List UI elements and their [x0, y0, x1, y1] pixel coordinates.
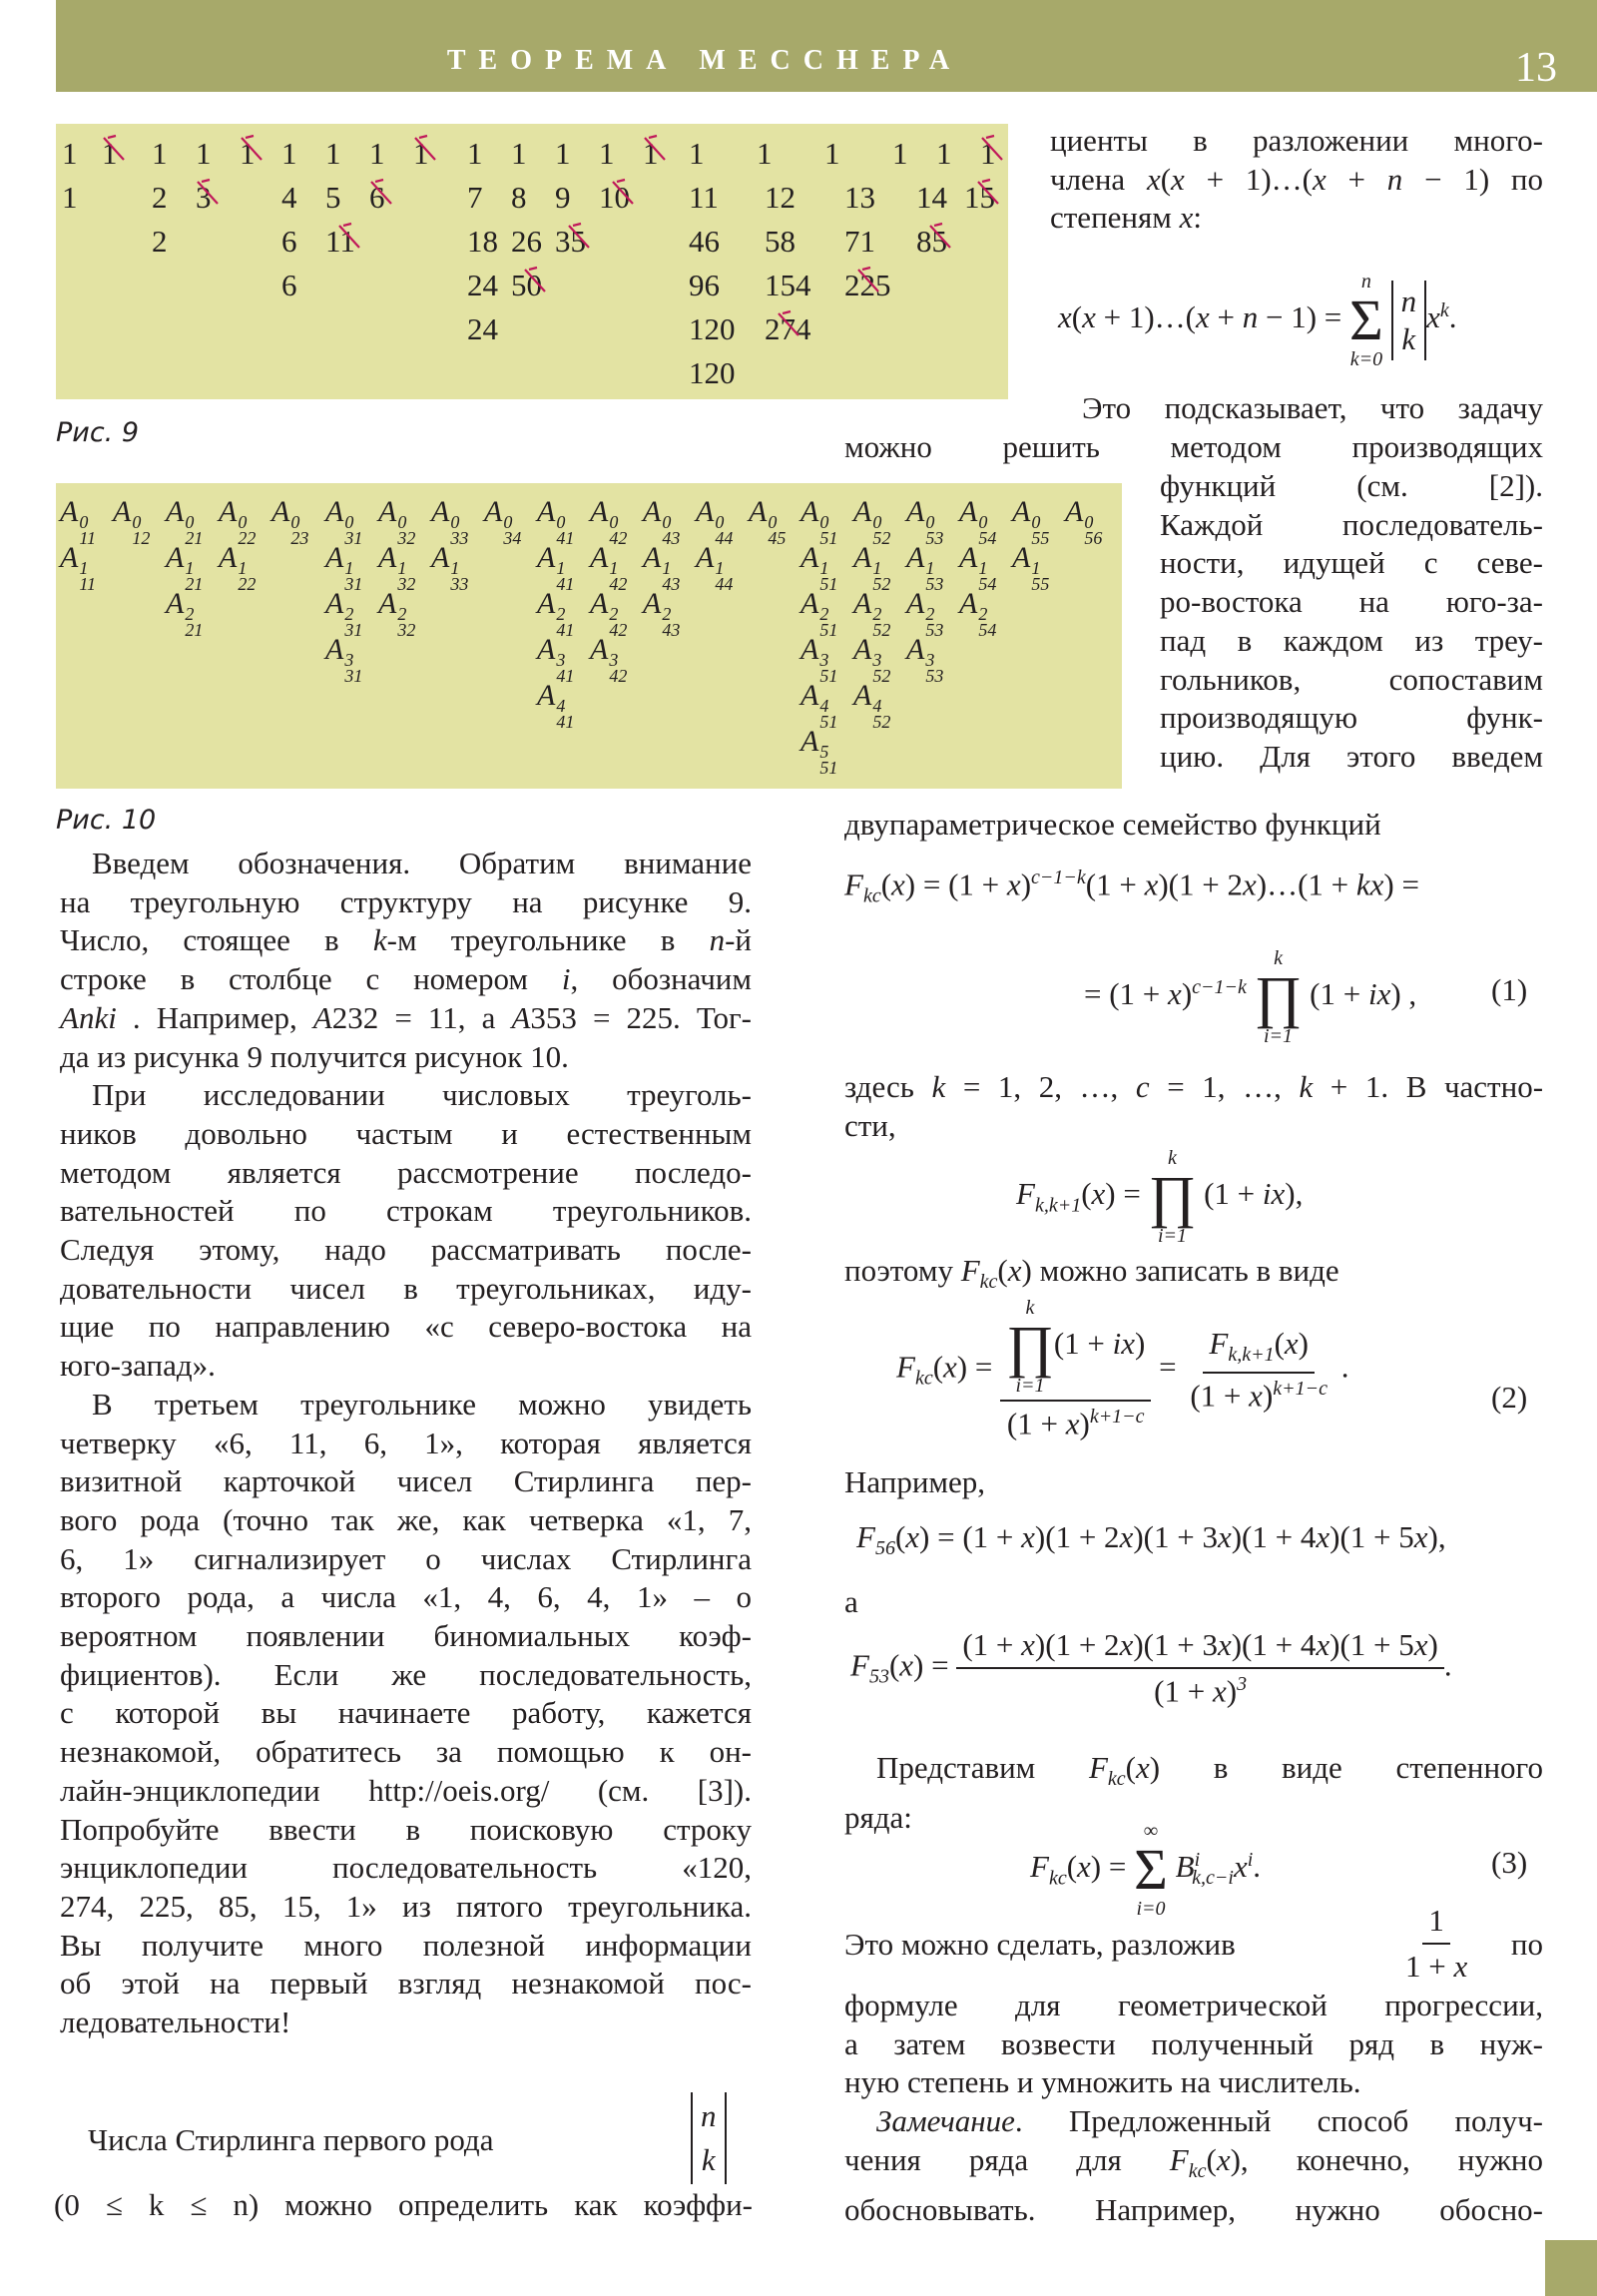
strikethrough-mark: [369, 178, 395, 208]
stirling-number: 1: [196, 136, 212, 171]
running-header: [56, 0, 1597, 92]
a-index-entry: A 1 42: [590, 541, 628, 594]
text-line: гольников, сопоставим: [1160, 661, 1543, 697]
text-line: Попробуйте ввести в поисковую строку: [60, 1811, 752, 1847]
figure-9-caption: Рис. 9: [56, 417, 140, 448]
text-line: степеням x:: [1050, 200, 1203, 236]
text-line: методом является рассмотрение последо-: [60, 1154, 752, 1190]
strikethrough-mark: [611, 178, 637, 208]
stirling-number: 154: [765, 268, 811, 302]
a-index-entry: A 1 55: [1012, 541, 1050, 594]
a-index-entry: A 2 32: [378, 587, 416, 640]
a-index-entry: A 5 51: [800, 725, 838, 778]
text-line: лайн-энциклопедии http://oeis.org/ (см. [3]).: [60, 1772, 752, 1808]
stirling-number: 1: [689, 136, 705, 171]
a-index-entry: A 1 21: [166, 541, 204, 594]
text-line: 6, 1» сигнализирует о числах Стирлинга: [60, 1540, 752, 1576]
text-line: здесь k = 1, 2, …, c = 1, …, k + 1. В частно-: [844, 1069, 1544, 1104]
text-line: чения ряда для $F_{kc}(x)$, конечно, нужно: [844, 2141, 1543, 2182]
text-line: на треугольную структуру на рисунке 9.: [60, 883, 752, 919]
a-index-entry: A 1 22: [219, 541, 257, 594]
stirling-number: 1: [281, 136, 297, 171]
a-index-entry: A 1 33: [431, 541, 469, 594]
text-line: об этой на первый взгляд незнакомой пос-: [60, 1966, 752, 2002]
stirling-number: 225: [844, 268, 891, 302]
figure-10-caption: Рис. 10: [56, 805, 157, 836]
stirling-number: 13: [844, 180, 875, 215]
formula-fkc-fraction: $F_{kc}(x)$ = k ∏ i=1 (1 + ix) $(1 + x)^{k+1-c}$ = $\frac{F_{k,k+1}(x)}{(1 + x)^{k+1-c}}$ .: [896, 1297, 1349, 1441]
stirling-number: 5: [325, 180, 341, 215]
strikethrough-mark: [856, 266, 882, 295]
strikethrough-mark: [928, 222, 954, 252]
stirling-number: 1: [152, 136, 168, 171]
text-line: обосновывать. Например, нужно обосно-: [844, 2191, 1543, 2227]
page-number: 13: [1515, 45, 1557, 91]
text-line: Введем обозначения. Обратим внимание: [92, 846, 752, 880]
a-index-entry: A 1 51: [800, 541, 838, 594]
a-index-entry: A 1 41: [537, 541, 575, 594]
a-index-entry: A 4 52: [853, 679, 891, 732]
right-column-top: [1050, 122, 1543, 238]
left-column: [60, 845, 752, 2042]
stirling-number: 4: [281, 180, 297, 215]
text-line: вательностей по строкам треугольников.: [60, 1193, 752, 1229]
strikethrough-mark: [196, 178, 222, 208]
a-index-entry: A 3 52: [853, 633, 891, 686]
text-line: Это можно сделать, разложив: [844, 1927, 1236, 1962]
equation-number-2: (2): [1491, 1380, 1528, 1415]
text-line: ряда:: [844, 1799, 912, 1835]
text-line: формуле для геометрической прогрессии,: [844, 1988, 1543, 2022]
header-title: ТЕОРЕМА МЕССНЕРА: [446, 45, 963, 76]
stirling-number: 8: [511, 180, 527, 215]
stirling-number: 6: [369, 180, 385, 215]
a-index-entry: A 0 43: [643, 495, 681, 548]
stirling-number: 1: [643, 136, 659, 171]
stirling-number: 1: [980, 136, 996, 171]
a-index-entry: A 4 41: [537, 679, 575, 732]
stirling-number: 120: [689, 311, 736, 346]
stirling-number: 1: [62, 136, 78, 171]
formula-series: $F_{kc}(x)$ = ∞ Σ i=0 $B^i_{k,c-i}x^i$.: [1030, 1820, 1262, 1920]
text-line: поэтому $F_{kc}(x)$ можно записать в виде: [844, 1253, 1339, 1294]
stirling-number: 2: [152, 224, 168, 259]
stirling-number: 1: [555, 136, 571, 171]
a-index-entry: A 3 53: [906, 633, 944, 686]
stirling-number: 1: [413, 136, 429, 171]
right-column-family: [844, 806, 1543, 845]
a-index-entry: A 0 56: [1065, 495, 1103, 548]
stirling-number: 46: [689, 224, 720, 259]
a-index-entry: A 1 54: [959, 541, 997, 594]
text-line: вероятном появлении биномиальных коэф-: [60, 1618, 752, 1654]
text-line: производящую функ-: [1160, 700, 1543, 736]
a-index-entry: A 1 43: [643, 541, 681, 594]
stirling-number: 6: [281, 268, 297, 302]
text-line: визитной карточкой чисел Стирлинга пер-: [60, 1463, 752, 1499]
a-index-entry: A 3 41: [537, 633, 575, 686]
stirling-number: 35: [555, 224, 586, 259]
text-line: ности, идущей с севе-: [1160, 545, 1543, 581]
stirling-number: 1: [511, 136, 527, 171]
stirling-number: 58: [765, 224, 796, 259]
text-line: ледовательности!: [60, 2005, 291, 2040]
figure-10-panel: [56, 483, 1122, 789]
a-index-entry: A 1 53: [906, 541, 944, 594]
stirling-number: 18: [467, 224, 498, 259]
a-index-entry: A 1 31: [325, 541, 363, 594]
stirling-number: 120: [689, 355, 736, 390]
a-index-entry: A 2 21: [166, 587, 204, 640]
text-line: двупараметрическое семейство функций: [844, 807, 1381, 842]
a-index-entry: A 0 51: [800, 495, 838, 548]
a-index-entry: A 0 52: [853, 495, 891, 548]
a-index-entry: A 2 42: [590, 587, 628, 640]
stirling-number: 6: [281, 224, 297, 259]
right-column-wide: [844, 428, 1543, 467]
stirling-number: 2: [152, 180, 168, 215]
left-column-last: [54, 2186, 753, 2225]
a-index-entry: A 0 42: [590, 495, 628, 548]
a-index-entry: A 4 51: [800, 679, 838, 732]
formula-f56: $F_{56}(x) = (1 + x)(1 + 2x)(1 + 3x)(1 + 4x)(1 + 5x)$,: [856, 1519, 1446, 1560]
text-line: а затем возвести полученный ряд в нуж-: [844, 2025, 1543, 2061]
text-line: вого рода (точно так же, как четверка «1, 7,: [60, 1501, 752, 1537]
text-line: а: [844, 1584, 858, 1619]
text-line: да из рисунка 9 получится рисунок 10.: [60, 1038, 569, 1074]
strikethrough-mark: [102, 134, 128, 164]
text-line: 274, 225, 85, 15, 1» из пятого треугольника.: [60, 1888, 752, 1924]
a-index-entry: A 0 41: [537, 495, 575, 548]
text-line: четверку «6, 11, 6, 1», которая является: [60, 1425, 752, 1460]
stirling-number: 14: [916, 180, 947, 215]
text-line: цию. Для этого введем: [1160, 738, 1543, 774]
stirling-number: 85: [916, 224, 947, 259]
text-line: Следуя этому, надо рассматривать после-: [60, 1232, 752, 1268]
strikethrough-mark: [567, 222, 593, 252]
text-line: ную степень и умножить на числитель.: [844, 2064, 1361, 2100]
a-index-entry: A 0 55: [1012, 495, 1050, 548]
text-line: энциклопедии последовательность «120,: [60, 1850, 752, 1886]
formula-fkk1: $F_{k,k+1}(x)$ = k ∏ i=1 (1 + ix),: [1016, 1147, 1304, 1247]
a-index-entry: A 2 43: [643, 587, 681, 640]
a-index-entry: A 0 54: [959, 495, 997, 548]
text-line: Числа Стирлинга первого рода: [88, 2122, 494, 2157]
right-column-narrow: [1160, 467, 1543, 777]
page-corner-tab: [1545, 2240, 1597, 2296]
a-index-entry: A 1 52: [853, 541, 891, 594]
stirling-number: 1: [892, 136, 908, 171]
stirling-bracket: n k: [691, 2092, 727, 2184]
text-line: При исследовании числовых треуголь-: [92, 1077, 752, 1113]
a-index-entry: A 1 11: [60, 541, 96, 594]
stirling-number: 10: [599, 180, 630, 215]
a-index-entry: A 0 32: [378, 495, 416, 548]
strikethrough-mark: [643, 134, 669, 164]
figure-9-panel: [56, 124, 1008, 399]
a-index-entry: A 0 11: [60, 495, 96, 548]
a-index-entry: A 0 33: [431, 495, 469, 548]
stirling-definition-line: [88, 2092, 755, 2188]
stirling-number: 274: [765, 311, 811, 346]
right-column-geometric: [844, 1987, 1543, 2229]
a-index-entry: A 3 31: [325, 633, 363, 686]
right-column-hint: [1050, 389, 1543, 428]
text-line: члена x(x + 1)…(x + n − 1) по: [1050, 161, 1544, 197]
stirling-number: 1: [102, 136, 118, 171]
stirling-number: 24: [467, 268, 498, 302]
right-column-therefore: [844, 1252, 1543, 1302]
text-line: В третьем треугольнике можно увидеть: [92, 1386, 752, 1422]
a-index-entry: A 1 44: [696, 541, 734, 594]
stirling-number: 1: [240, 136, 256, 171]
stirling-number: 1: [325, 136, 341, 171]
a-index-entry: A 0 22: [219, 495, 257, 548]
a-index-entry: A 0 53: [906, 495, 944, 548]
text-span: . Предложенный способ получ-: [1014, 2103, 1543, 2139]
stirling-number: 9: [555, 180, 571, 215]
formula-stirling: x(x + 1)…(x + n − 1) = n Σ k=0 n k $x^k$.: [1058, 271, 1457, 370]
strikethrough-mark: [337, 222, 363, 252]
stirling-number: 96: [689, 268, 720, 302]
a-index-entry: A 3 51: [800, 633, 838, 686]
stirling-number: 1: [824, 136, 840, 171]
a-index-entry: A 0 31: [325, 495, 363, 548]
a-index-entry: A 2 41: [537, 587, 575, 640]
text-line: (0 ≤ k ≤ n) можно определить как коэффи-: [54, 2187, 753, 2222]
a-index-entry: A 2 53: [906, 587, 944, 640]
right-column-here: [844, 1068, 1543, 1145]
text-line: юго-запад».: [60, 1348, 216, 1384]
stirling-number: 1: [936, 136, 952, 171]
stirling-number: 24: [467, 311, 498, 346]
text-line: по: [1510, 1927, 1543, 1962]
text-line: пад в каждом из треу-: [1160, 622, 1543, 658]
text-line: Например,: [844, 1464, 986, 1499]
stirling-number: 11: [689, 180, 719, 215]
a-index-entry: A 2 31: [325, 587, 363, 640]
stirling-number: 1: [599, 136, 615, 171]
text-line: довательности чисел в треугольниках, иду-: [60, 1270, 752, 1306]
text-line: циенты в разложении много-: [1050, 123, 1543, 158]
strikethrough-mark: [240, 134, 266, 164]
text-line: фициентов). Если же последовательность,: [60, 1656, 752, 1692]
text-line: Вы получите много полезной информации: [60, 1927, 752, 1963]
text-line: Anki . Например, A232 = 11, а A353 = 225. Тог-: [60, 999, 752, 1035]
text-line: строке в столбце с номером i, обозначим: [60, 961, 752, 997]
a-index-entry: A 2 51: [800, 587, 838, 640]
a-index-entry: A 0 45: [749, 495, 787, 548]
text-line: щие по направлению «с северо-востока на: [60, 1309, 752, 1345]
stirling-number: 12: [765, 180, 796, 215]
text-line: Это подсказывает, что задачу: [1082, 390, 1543, 425]
text-line: второго рода, а числа «1, 4, 6, 4, 1» – о: [60, 1579, 752, 1615]
a-index-entry: A 0 21: [166, 495, 204, 548]
stirling-number: 71: [844, 224, 875, 259]
stirling-number: 1: [369, 136, 385, 171]
stirling-number: 1: [467, 136, 483, 171]
fraction-1-over-1-plus-x: $\frac{1}{1 + x}$: [1405, 1903, 1468, 1984]
text-line: ро-востока на юго-за-: [1160, 584, 1543, 620]
strikethrough-mark: [523, 266, 549, 295]
text-line: Каждой последователь-: [1160, 506, 1543, 542]
strikethrough-mark: [413, 134, 439, 164]
text-line: можно решить методом производящих: [844, 429, 1543, 464]
strikethrough-mark: [777, 309, 802, 339]
a-index-entry: A 0 12: [113, 495, 151, 548]
stirling-number: 1: [757, 136, 773, 171]
a-index-entry: A 3 42: [590, 633, 628, 686]
stirling-number: 50: [511, 268, 542, 302]
text-line: сти,: [844, 1107, 896, 1143]
right-column-example: [844, 1463, 1543, 1502]
a-index-entry: A 1 32: [378, 541, 416, 594]
text-line: Представим $F_{kc}(x)$ в виде степенного: [876, 1750, 1543, 1791]
stirling-number: 26: [511, 224, 542, 259]
text-line: ников довольно частым и естественным: [60, 1115, 752, 1151]
a-index-entry: A 0 34: [484, 495, 522, 548]
a-index-entry: A 2 52: [853, 587, 891, 640]
formula-f53: $F_{53}(x)$ = $\frac{(1 + x)(1 + 2x)(1 + 3x)(1 + 4x)(1 + 5x)}{(1 + x)^3}$ .: [850, 1627, 1452, 1709]
strikethrough-mark: [976, 178, 1002, 208]
remark-label: Замечание: [876, 2103, 1015, 2139]
text-line: с которой вы начинаете работу, кажется: [60, 1695, 752, 1731]
stirling-number: 11: [325, 224, 355, 259]
stirling-number: 3: [196, 180, 212, 215]
right-column-and: [844, 1583, 1543, 1622]
stirling-number: 15: [964, 180, 995, 215]
a-index-entry: A 0 44: [696, 495, 734, 548]
text-line: Число, стоящее в k-м треугольнике в n-й: [60, 922, 752, 958]
stirling-number: 7: [467, 180, 483, 215]
expand-line: [844, 1903, 1543, 1983]
equation-number-3: (3): [1491, 1845, 1528, 1880]
formula-fkc-product: = $(1 + x)^{c-1-k}$ k ∏ i=1 (1 + ix) ,: [1084, 947, 1417, 1047]
a-index-entry: A 2 54: [959, 587, 997, 640]
stirling-number: 1: [62, 180, 78, 215]
text-line: незнакомой, обратитесь за помощью к он-: [60, 1734, 752, 1770]
text-line: функций (см. [2]).: [1160, 468, 1543, 503]
strikethrough-mark: [980, 134, 1006, 164]
formula-fkc-definition: $F_{kc}(x) = (1 + x)^{c-1-k}(1 + x)(1$ + 2x)…(1 + kx) =: [844, 866, 1419, 907]
equation-number-1: (1): [1491, 972, 1528, 1007]
text-line: [844, 2102, 1543, 2141]
a-index-entry: A 0 23: [271, 495, 309, 548]
